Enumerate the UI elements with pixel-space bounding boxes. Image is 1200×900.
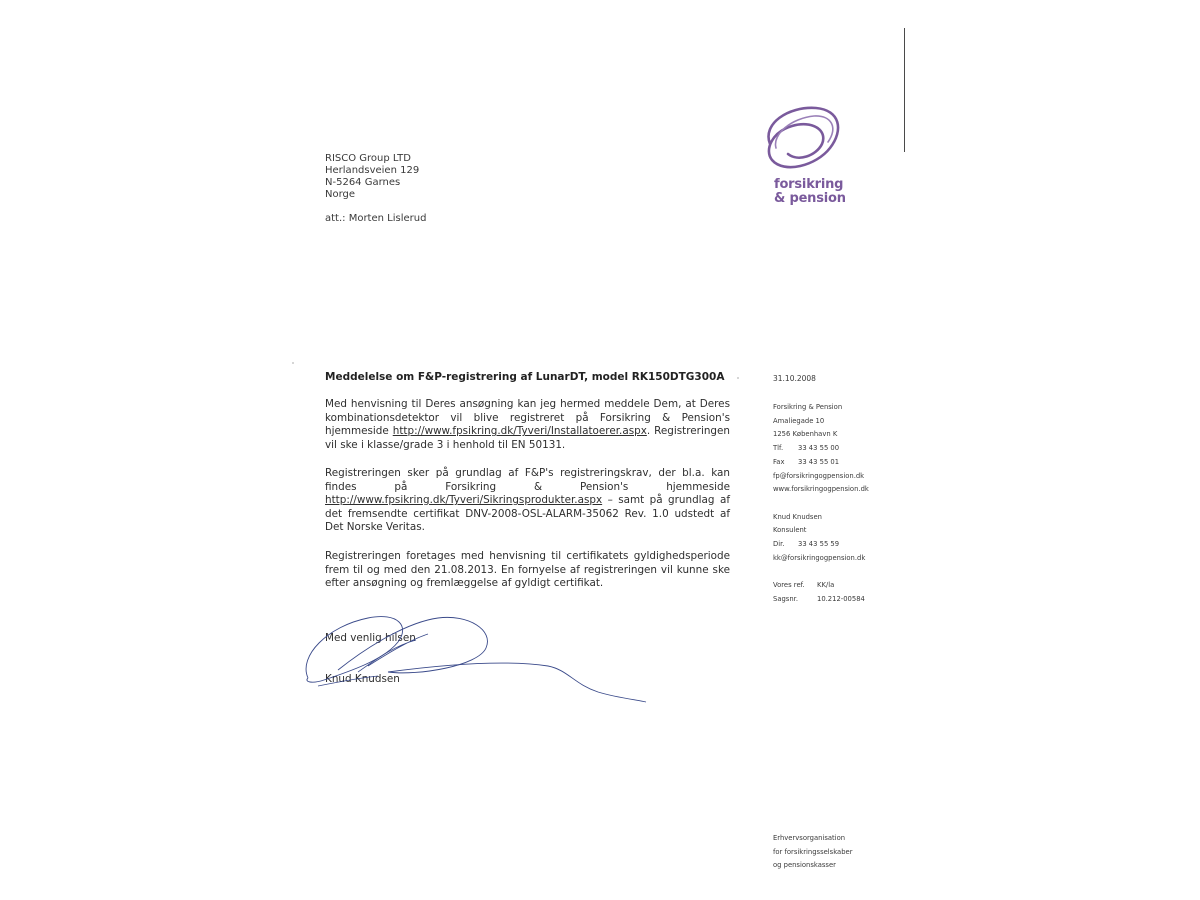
case-value: 10.212-00584	[817, 594, 865, 603]
closing-greeting: Med venlig hilsen	[325, 632, 416, 644]
sender-fax	[773, 456, 869, 470]
phone-label: Tlf.	[773, 444, 784, 453]
sender-city: 1256 København K	[773, 430, 838, 439]
contact-name: Knud Knudsen	[773, 512, 822, 521]
scan-speck	[737, 377, 739, 379]
logo-swirl-icon	[758, 104, 848, 178]
contact-email: kk@forsikringogpension.dk	[773, 553, 866, 562]
sender-org: Forsikring & Pension	[773, 403, 843, 411]
forsikring-pension-logo	[758, 104, 848, 214]
paragraph-1	[325, 398, 730, 452]
sikringsprodukter-link[interactable]: http://www.fpsikring.dk/Tyveri/Sikringsprodukter.aspx	[325, 494, 603, 507]
footer-line-2: for forsikringsselskaber	[773, 847, 853, 856]
organization-footer	[773, 832, 853, 873]
scan-edge-line	[904, 28, 905, 152]
sender-info-sidebar	[773, 401, 869, 607]
sender-email: fp@forsikringogpension.dk	[773, 471, 865, 480]
paragraph-2-text-b: – samt på grundlag af det fremsendte certifikat DNV-2008-OSL-ALARM-35062 Rev. 1.0 udstedt af Det Norske Veritas.	[325, 494, 730, 534]
address-line-street: Herlandsveien 129	[325, 165, 420, 176]
address-line-country: Norge	[325, 189, 356, 200]
sender-phone	[773, 442, 869, 456]
logo-line-2: & pension	[774, 191, 846, 206]
paragraph-2	[325, 467, 730, 535]
sender-street: Amaliegade 10	[773, 416, 825, 425]
paragraph-3: Registreringen foretages med henvisning til certifikatets gyldighedsperiode frem til og med den 21.08.2013. En fornyelse af registreringen vil kunne ske efter ansøgning og fremlæggelse af gyldigt certifikat.	[325, 550, 730, 590]
attention-line: att.: Morten Lislerud	[325, 213, 427, 224]
direct-value: 33 43 55 59	[798, 540, 840, 549]
recipient-address	[325, 153, 419, 201]
footer-line-3: og pensionskasser	[773, 861, 836, 870]
direct-label: Dir.	[773, 540, 785, 549]
case-label: Sagsnr.	[773, 594, 798, 603]
paragraph-2-text-a: Registreringen sker på grundlag af F&P's registreringskrav, der bl.a. kan findes på Forsikring & Pension's hjemmeside	[325, 467, 730, 493]
scan-speck	[292, 362, 294, 364]
address-line-postcode: N-5264 Garnes	[325, 177, 401, 188]
signer-name: Knud Knudsen	[325, 673, 400, 685]
footer-line-1: Erhvervsorganisation	[773, 834, 846, 842]
contact-title: Konsulent	[773, 526, 807, 535]
letter-date: 31.10.2008	[773, 374, 816, 383]
address-line-company: RISCO Group LTD	[325, 153, 411, 164]
logo-wordmark	[774, 178, 846, 206]
contact-direct-phone	[773, 538, 869, 552]
our-reference	[773, 579, 869, 593]
paragraph-1-text-b: . Registreringen vil ske i klasse/grade 3 i henhold til EN 50131.	[325, 425, 730, 451]
reference-value: KK/la	[817, 581, 835, 590]
phone-value: 33 43 55 00	[798, 444, 840, 453]
paragraph-1-text-a: Med henvisning til Deres ansøgning kan jeg hermed meddele Dem, at Deres kombinationsdetektor vil blive registreret på Forsikring & Pension's hjemmeside	[325, 398, 730, 438]
handwritten-signature	[298, 606, 658, 706]
logo-line-1: forsikring	[774, 177, 844, 192]
fax-label: Fax	[773, 457, 785, 466]
fax-value: 33 43 55 01	[798, 457, 840, 466]
reference-label: Vores ref.	[773, 581, 805, 590]
sender-website: www.forsikringogpension.dk	[773, 485, 869, 494]
case-number	[773, 593, 869, 607]
installatoerer-link[interactable]: http://www.fpsikring.dk/Tyveri/Installatoerer.aspx	[392, 425, 647, 438]
letter-subject: Meddelelse om F&P-registrering af LunarDT, model RK150DTG300A	[325, 371, 725, 383]
